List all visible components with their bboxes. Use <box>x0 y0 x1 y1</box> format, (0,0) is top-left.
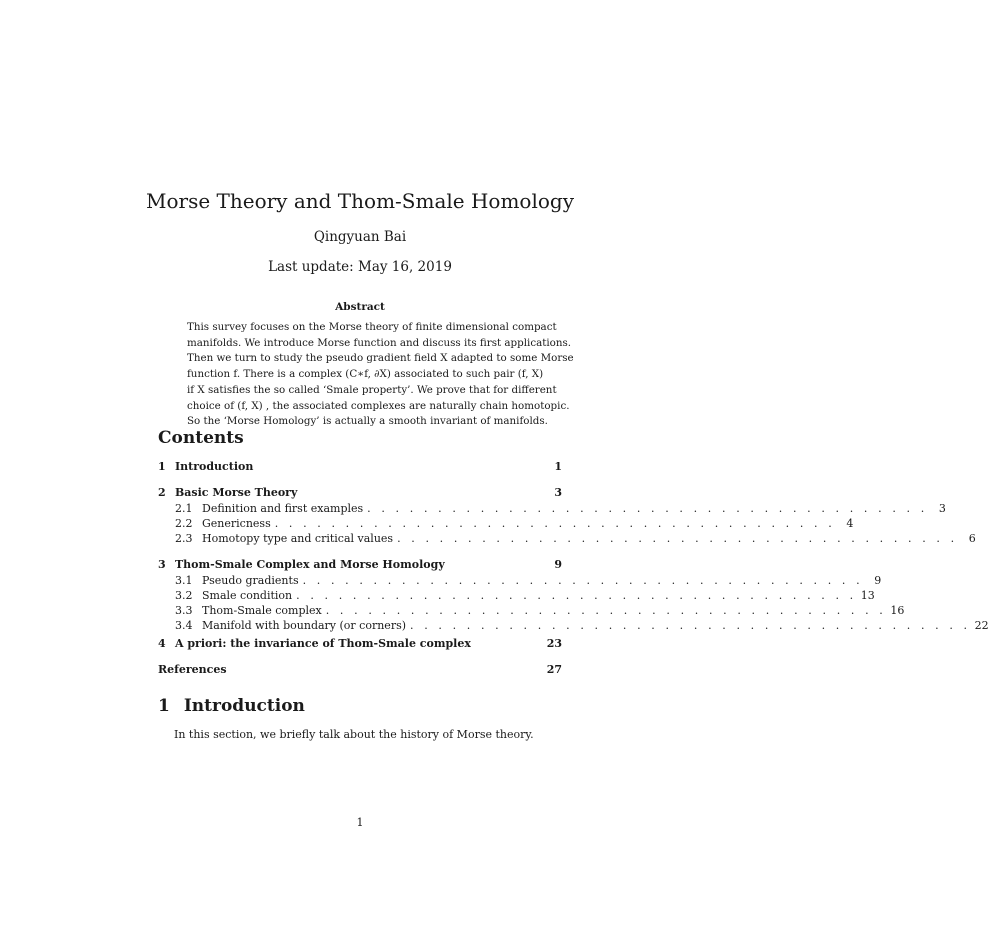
toc-label: References <box>158 663 227 676</box>
toc-number: 3.3 <box>175 604 193 617</box>
toc-label: Thom-Smale Complex and Morse Homology <box>175 558 445 571</box>
section-number: 1 <box>158 696 170 716</box>
abstract-line: choice of (f, X) , the associated complexes are naturally chain homotopic. <box>187 399 570 412</box>
toc-number: 3.1 <box>175 574 193 587</box>
toc-entry-introduction[interactable] <box>158 460 562 473</box>
intro-paragraph: In this section, we briefly talk about the history of Morse theory. <box>174 728 534 741</box>
toc-leader-dots: . . . . . . . . . . . . . . . . . . . . . . . . . . . . . . . . . . . . . . . . <box>367 502 928 515</box>
toc-number: 4 <box>158 637 166 650</box>
toc-page: 3 <box>938 502 946 515</box>
toc-number: 3 <box>158 558 166 571</box>
toc-page: 27 <box>546 663 562 676</box>
toc-label: Thom-Smale complex <box>202 604 322 617</box>
toc-page: 6 <box>968 532 976 545</box>
toc-page: 9 <box>874 574 882 587</box>
toc-entry-basic-morse-theory[interactable] <box>158 486 562 499</box>
toc-number: 2.1 <box>175 502 193 515</box>
toc-label: Smale condition <box>202 589 293 602</box>
abstract-line: This survey focuses on the Morse theory of finite dimensional compact <box>187 321 557 333</box>
toc-label: A priori: the invariance of Thom-Smale complex <box>175 637 471 650</box>
toc-page: 22 <box>974 619 989 632</box>
toc-entry-manifold-boundary[interactable] <box>158 619 989 632</box>
toc-entry-genericness[interactable] <box>158 517 854 530</box>
toc-entry-a-priori[interactable] <box>158 637 562 650</box>
abstract-line: manifolds. We introduce Morse function and discuss its first applications. <box>187 336 572 349</box>
toc-label: Pseudo gradients <box>202 574 299 587</box>
toc-number: 1 <box>158 460 166 473</box>
abstract-line: So the ‘Morse Homology’ is actually a smooth invariant of manifolds. <box>187 415 548 428</box>
abstract-heading: Abstract <box>335 301 385 313</box>
abstract-line: function f. There is a complex (C∗f, ∂X) associated to such pair (f, X) <box>187 368 544 381</box>
toc-leader-dots: . . . . . . . . . . . . . . . . . . . . . . . . . . . . . . . . . . . . . . . . <box>274 517 836 530</box>
abstract-body <box>187 320 574 430</box>
toc-entry-definition[interactable] <box>158 502 946 515</box>
toc-leader-dots: . . . . . . . . . . . . . . . . . . . . . . . . . . . . . . . . . . . . . . . . <box>325 604 887 617</box>
toc-number: 2 <box>158 486 166 499</box>
toc-entry-pseudo-gradients[interactable] <box>158 574 882 587</box>
toc-page: 23 <box>546 637 562 650</box>
last-update-date: Last update: May 16, 2019 <box>268 259 452 275</box>
toc-page: 13 <box>860 589 875 602</box>
toc-entry-smale-condition[interactable] <box>158 589 875 602</box>
toc-label: Definition and first examples <box>202 502 364 515</box>
toc-label: Manifold with boundary (or corners) <box>202 619 407 632</box>
toc-page: 4 <box>846 517 854 530</box>
author-name: Qingyuan Bai <box>313 229 407 245</box>
toc-page: 3 <box>554 486 562 499</box>
toc-page: 1 <box>554 460 562 473</box>
toc-label: Homotopy type and critical values <box>202 532 394 545</box>
contents-heading: Contents <box>158 428 244 448</box>
toc-leader-dots: . . . . . . . . . . . . . . . . . . . . . . . . . . . . . . . . . . . . . . . . <box>410 619 971 632</box>
toc-number: 2.2 <box>175 517 193 530</box>
toc-label: Basic Morse Theory <box>175 486 298 499</box>
toc-leader-dots: . . . . . . . . . . . . . . . . . . . . . . . . . . . . . . . . . . . . . . . . <box>302 574 864 587</box>
abstract-line: Then we turn to study the pseudo gradient field X adapted to some Morse <box>187 352 574 365</box>
toc-label: Introduction <box>175 460 254 473</box>
toc-number: 3.2 <box>175 589 193 602</box>
section-heading-introduction <box>158 696 305 716</box>
page-number: 1 <box>356 816 364 829</box>
section-title: Introduction <box>183 696 305 716</box>
toc-entry-homotopy-type[interactable] <box>158 532 976 545</box>
toc-entry-thom-smale[interactable] <box>158 604 905 617</box>
toc-page: 16 <box>890 604 905 617</box>
paper-title: Morse Theory and Thom-Smale Homology <box>145 189 574 213</box>
toc-entry-references[interactable] <box>158 663 562 676</box>
toc-number: 2.3 <box>175 532 193 545</box>
toc-leader-dots: . . . . . . . . . . . . . . . . . . . . . . . . . . . . . . . . . . . . . . . . <box>296 589 857 602</box>
abstract-line: if X satisfies the so called ‘Smale property’. We prove that for different <box>187 383 557 396</box>
toc-entry-thom-smale-complex[interactable] <box>158 558 562 571</box>
toc-label: Genericness <box>202 517 271 530</box>
toc-number: 3.4 <box>175 619 193 632</box>
toc-page: 9 <box>554 558 562 571</box>
toc-leader-dots: . . . . . . . . . . . . . . . . . . . . . . . . . . . . . . . . . . . . . . . . <box>397 532 958 545</box>
